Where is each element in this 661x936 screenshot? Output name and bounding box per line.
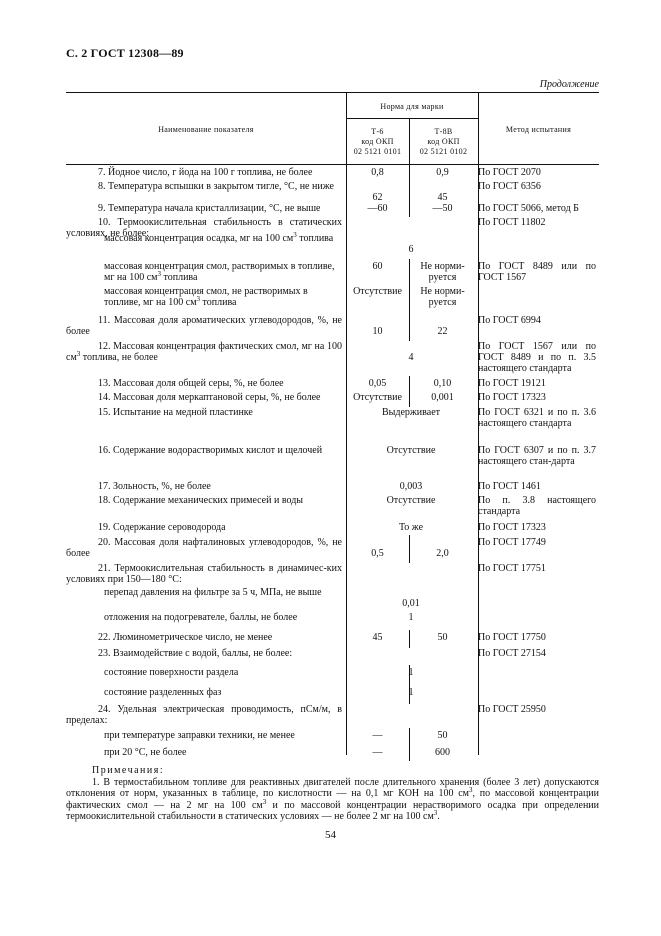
row-value-t6: —60 (367, 203, 388, 214)
row-value-merged: Отсутствие (386, 445, 436, 456)
row-method: По ГОСТ 6356 (478, 181, 541, 192)
row-subitem: массовая концентрация смол, не растворимых в топливе, мг на 100 $см^3$ топлива (104, 286, 308, 308)
row-method: По ГОСТ 17751 (478, 563, 546, 574)
row-value-t6: Отсутствие (353, 286, 402, 297)
table-row (66, 563, 599, 587)
table-row (66, 167, 599, 181)
header-norm-group: Норма для марки (380, 102, 444, 111)
table-row (66, 632, 599, 648)
row-value-t8v: 0,10 (433, 378, 452, 389)
row-method: По ГОСТ 1567 или по ГОСТ 8489 и по п. 3.5 настоящего стандарта (478, 341, 596, 374)
row-value-merged: 6 (408, 244, 414, 255)
row-method: По ГОСТ 8489 или по ГОСТ 1567 (478, 261, 596, 283)
row-value-t6: 0,05 (368, 378, 387, 389)
row-name: 22. Люминометрическое число, не менее (98, 632, 273, 643)
table-row (66, 747, 599, 761)
row-value-merged: 1 (408, 612, 414, 623)
table-row (66, 378, 599, 392)
row-value-merged: 0,003 (399, 481, 423, 492)
row-value-merged: Отсутствие (386, 495, 436, 506)
row-value-t6: 0,5 (371, 548, 384, 559)
header-t6: Т-6 код ОКП 02 5121 0101 (353, 127, 402, 156)
table-row (66, 315, 599, 341)
row-name: 21. Термоокислительная стабильность в динамичес-ких условиях при 150—180 °С: (66, 563, 342, 585)
row-method: По ГОСТ 17323 (478, 522, 546, 533)
row-value-merged: Выдерживает (381, 407, 440, 418)
header-t8v: Т-8В код ОКП 02 5121 0102 (419, 127, 468, 156)
row-value-t6: 60 (372, 261, 383, 272)
row-value-t8v: 600 (435, 747, 450, 758)
table-row (66, 341, 599, 378)
row-value-merged: То же (398, 522, 424, 533)
row-value-t8v: 50 (437, 730, 448, 741)
table-row (66, 445, 599, 481)
table-row (66, 648, 599, 667)
row-method: По ГОСТ 6321 и по п. 3.6 настоящего стандарта (478, 407, 596, 429)
row-value-t8v: 0,9 (436, 167, 449, 178)
page-number: 54 (325, 829, 336, 841)
row-name: 10. Термоокислительная стабильность в статических условиях, не более: (66, 217, 342, 239)
row-subitem: перепад давления на фильтре за 5 ч, МПа, не выше (104, 587, 322, 598)
row-name: 16. Содержание водорастворимых кислот и щелочей (98, 445, 323, 456)
row-method: По ГОСТ 25950 (478, 704, 546, 715)
row-value-t6: 10 (372, 326, 383, 337)
row-name: 18. Содержание механических примесей и воды (98, 495, 303, 506)
row-value-t8v: 0,001 (431, 392, 454, 403)
row-value-t8v: 2,0 (436, 548, 449, 559)
specification-table (66, 92, 599, 758)
row-name: 17. Зольность, %, не более (98, 481, 211, 492)
row-method: По ГОСТ 1461 (478, 481, 541, 492)
row-value-merged: 1 (408, 667, 414, 678)
row-subitem: состояние разделенных фаз (104, 687, 222, 698)
row-subitem: массовая концентрация осадка, мг на 100 $см^3$ топлива (104, 231, 334, 244)
row-method: По ГОСТ 6994 (478, 315, 541, 326)
row-method: По ГОСТ 2070 (478, 167, 541, 178)
row-subitem: при температуре заправки техники, не менее (104, 730, 295, 741)
continuation-label: Продолжение (539, 79, 599, 90)
row-value-merged: 0,01 (402, 598, 420, 609)
row-name: 13. Массовая доля общей серы, %, не более (98, 378, 284, 389)
table-row (66, 407, 599, 445)
header-name: Наименование показателя (158, 125, 254, 134)
row-method: По ГОСТ 11802 (478, 217, 546, 228)
row-method: По ГОСТ 6307 и по п. 3.7 настоящего стан-дарта (478, 445, 596, 467)
row-method: По п. 3.8 настоящего стандарта (478, 495, 596, 517)
row-method: По ГОСТ 17750 (478, 632, 546, 643)
table-row (66, 667, 599, 687)
table-row (66, 612, 599, 632)
table-row (66, 481, 599, 495)
row-subitem: массовая концентрация смол, растворимых в топливе, мг на 100 $см^3$ топлива (104, 261, 335, 283)
table-row (66, 522, 599, 537)
row-name: 14. Массовая доля меркаптановой серы, %, не более (98, 392, 321, 403)
row-method: По ГОСТ 17323 (478, 392, 546, 403)
row-name: 19. Содержание сероводорода (98, 522, 226, 533)
row-value-t6: 62 (372, 192, 383, 203)
row-name: 9. Температура начала кристаллизации, °С, не выше (98, 203, 321, 214)
row-value-t6: 0,8 (371, 167, 384, 178)
table-row (66, 704, 599, 730)
row-value-t8v: Не норми-руется (420, 261, 465, 283)
row-subitem: состояние поверхности раздела (104, 667, 239, 678)
table-row (66, 392, 599, 407)
row-value-t8v: 50 (437, 632, 448, 643)
row-value-t6: — (372, 747, 383, 758)
row-subitem: при 20 °С, не более (104, 747, 187, 758)
row-value-merged: 4 (408, 352, 414, 363)
row-value-t8v: Не норми-руется (420, 286, 465, 308)
row-method: По ГОСТ 27154 (478, 648, 546, 659)
table-row (66, 730, 599, 747)
row-name: 15. Испытание на медной пластинке (98, 407, 253, 418)
row-name: 24. Удельная электрическая проводимость, пСм/м, в пределах: (66, 704, 342, 726)
row-subitem: отложения на подогревателе, баллы, не более (104, 612, 298, 623)
row-value-t6: 45 (372, 632, 383, 643)
row-method: По ГОСТ 5066, метод Б (478, 203, 579, 214)
row-value-t8v: 45 (437, 192, 448, 203)
row-value-t6: — (372, 730, 383, 741)
notes-body: 1. В термостабильном топливе для реактивных двигателей после длительного хранения (более 3 лет) допускаются отклонения от норм, указанных в таблице, по кислотности — на 0,1 мг КОН на 100 $см^3$, по массовой концентрации фактических смол — на 2 мг на 100 $см^3$ и по массовой концентрации нерастворимого осадка при определении термоокислительной стабильности в статических условиях — не более 2 мг на 100 $см^3$. (66, 776, 600, 822)
table-row (66, 233, 599, 261)
table-row (66, 587, 599, 612)
row-name: 20. Массовая доля нафталиновых углеводородов, %, не более (66, 537, 342, 559)
row-name: 23. Взаимодействие с водой, баллы, не более: (98, 648, 293, 659)
row-value-merged: 1 (408, 687, 414, 698)
notes (66, 765, 599, 823)
table-row (66, 537, 599, 563)
row-name: 7. Йодное число, г йода на 100 г топлива, не более (98, 167, 313, 178)
notes-title: Примечания: (92, 765, 165, 776)
row-name: 12. Массовая концентрация фактических смол, мг на 100 $см^3$ топлива, не более (66, 341, 342, 363)
row-value-t8v: 22 (437, 326, 448, 337)
row-value-t8v: —50 (432, 203, 453, 214)
row-method: По ГОСТ 19121 (478, 378, 546, 389)
row-name: 11. Массовая доля ароматических углеводородов, %, не более (66, 315, 342, 337)
row-name: 8. Температура вспышки в закрытом тигле, °С, не ниже (98, 181, 334, 192)
table-row (66, 261, 599, 286)
table-row (66, 181, 599, 203)
table-header (66, 92, 599, 165)
row-value-t6: Отсутствие (353, 392, 402, 403)
row-method: По ГОСТ 17749 (478, 537, 546, 548)
table-row (66, 286, 599, 315)
page-header: С. 2 ГОСТ 12308—89 (66, 46, 184, 60)
table-row (66, 495, 599, 522)
table-row (66, 203, 599, 217)
header-method: Метод испытания (505, 125, 572, 134)
table-body (66, 165, 599, 758)
table-row (66, 687, 599, 704)
